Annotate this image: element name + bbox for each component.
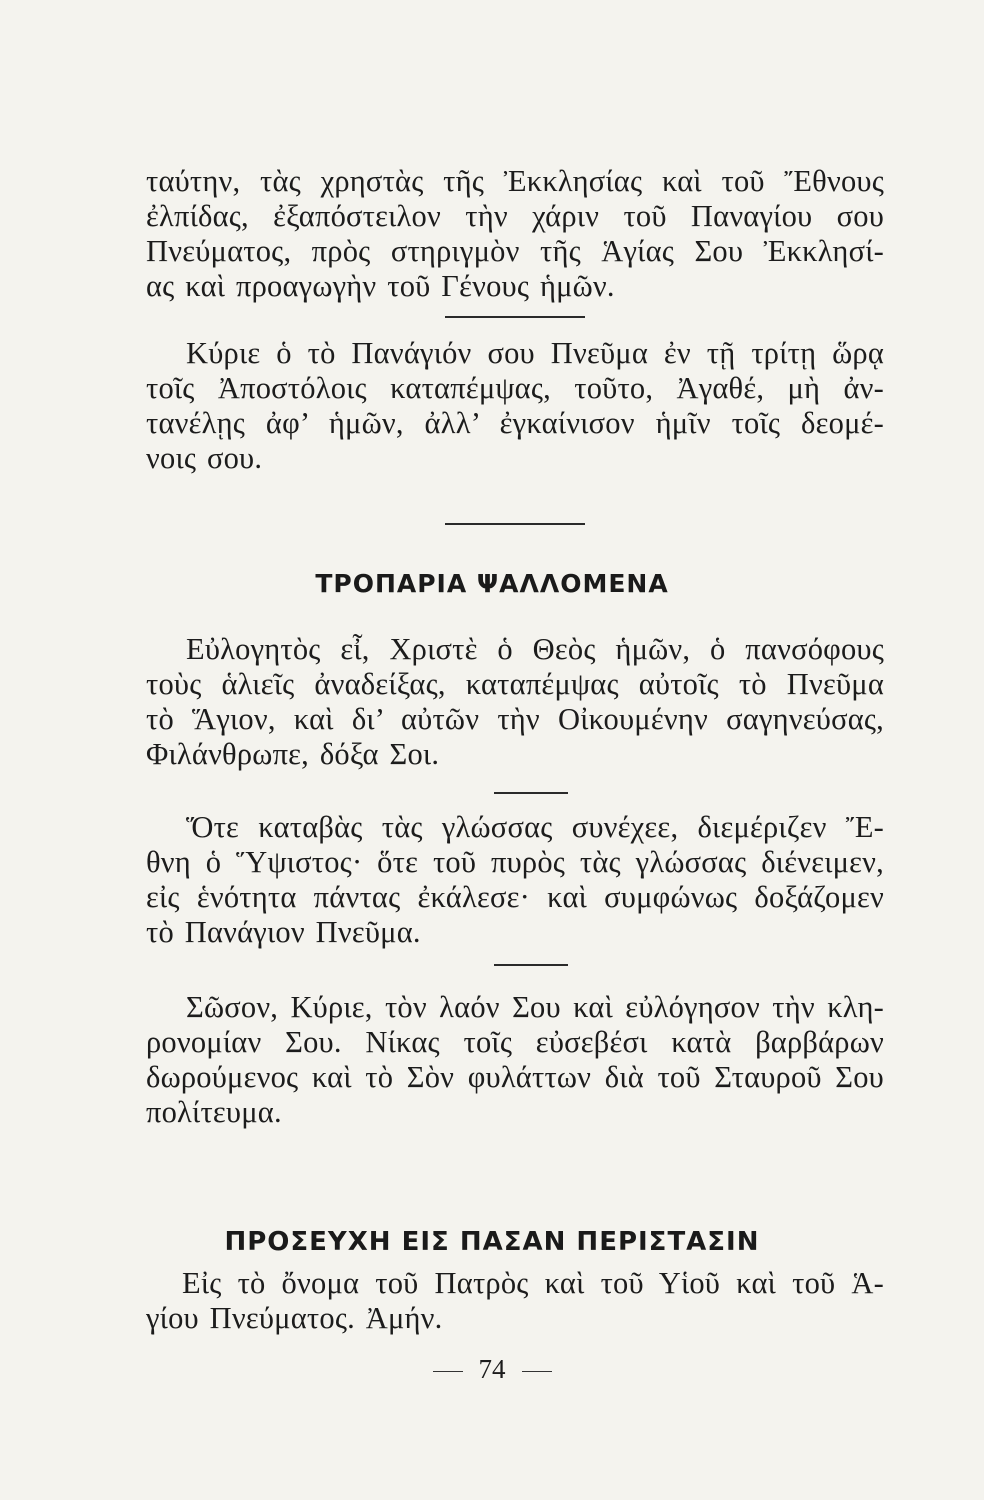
section-divider <box>445 316 585 318</box>
paragraph-prayer-kyrie <box>146 336 884 476</box>
text-line: τοὺς ἁλιεῖς ἀναδείξας, καταπέμψας αὐτοῖς τὸ Πνεῦμα <box>146 667 884 701</box>
section-divider <box>494 964 568 966</box>
right-dash <box>522 1371 552 1372</box>
text-line: τοῖς Ἀποστόλοις καταπέμψας, τοῦτο, Ἀγαθέ, μὴ ἀν- <box>146 371 884 405</box>
section-divider <box>445 523 585 525</box>
section-heading-troparia: ΤΡΟΠΑΡΙΑ ΨΑΛΛΟΜΕΝΑ <box>315 569 669 598</box>
text-line: Πνεύματος, πρὸς στηριγμὸν τῆς Ἁγίας Σου Ἐκκλησί- <box>146 234 884 268</box>
left-dash <box>433 1371 463 1372</box>
text-line: νοις σου. <box>146 441 263 475</box>
page-number-footer <box>0 1354 984 1385</box>
page-number: 74 <box>478 1354 506 1384</box>
text-line: τὸ Πανάγιον Πνεῦμα. <box>146 915 421 949</box>
section-divider <box>494 792 568 794</box>
text-line: Σῶσον, Κύριε, τὸν λαόν Σου καὶ εὐλόγησον τὴν κλη- <box>186 990 884 1024</box>
text-line: δωρούμενος καὶ τὸ Σὸν φυλάττων διὰ τοῦ Σταυροῦ Σου <box>146 1060 884 1094</box>
text-line: Φιλάνθρωπε, δόξα Σοι. <box>146 737 440 771</box>
text-line: γίου Πνεύματος. Ἀμήν. <box>146 1301 443 1335</box>
paragraph-continuation <box>146 164 884 304</box>
text-line: Κύριε ὁ τὸ Πανάγιόν σου Πνεῦμα ἐν τῇ τρίτῃ ὥρᾳ <box>186 336 884 370</box>
text-line: ας καὶ προαγωγὴν τοῦ Γένους ἡμῶν. <box>146 269 615 303</box>
text-line: πολίτευμα. <box>146 1095 282 1129</box>
paragraph-troparion-3 <box>146 990 884 1130</box>
text-line: ταύτην, τὰς χρηστὰς τῆς Ἐκκλησίας καὶ τοῦ Ἔθνους <box>146 164 884 198</box>
text-line: τὸ Ἅγιον, καὶ δι’ αὐτῶν τὴν Οἰκουμένην σαγηνεύσας, <box>146 702 884 736</box>
text-line: Ὅτε καταβὰς τὰς γλώσσας συνέχεε, διεμέριζεν Ἔ- <box>186 810 884 844</box>
text-line: Εὐλογητὸς εἶ, Χριστὲ ὁ Θεὸς ἡμῶν, ὁ πανσόφους <box>186 632 884 666</box>
text-line: Εἰς τὸ ὄνομα τοῦ Πατρὸς καὶ τοῦ Υἱοῦ καὶ τοῦ Ἁ- <box>182 1266 884 1300</box>
paragraph-troparion-1 <box>146 632 884 772</box>
text-line: θνη ὁ Ὕψιστος· ὅτε τοῦ πυρὸς τὰς γλώσσας διένειμεν, <box>146 845 884 879</box>
section-heading-proseuchi: ΠΡΟΣΕΥΧΗ ΕΙΣ ΠΑΣΑΝ ΠΕΡΙΣΤΑΣΙΝ <box>224 1227 760 1257</box>
text-line: ἐλπίδας, ἐξαπόστειλον τὴν χάριν τοῦ Παναγίου σου <box>146 199 884 233</box>
text-line: τανέλῃς ἀφ’ ἡμῶν, ἀλλ’ ἐγκαίνισον ἡμῖν τοῖς δεομέ- <box>146 406 884 440</box>
text-line: ρονομίαν Σου. Νίκας τοῖς εὐσεβέσι κατὰ βαρβάρων <box>146 1025 884 1059</box>
paragraph-invocation <box>146 1266 884 1336</box>
text-line: εἰς ἑνότητα πάντας ἐκάλεσε· καὶ συμφώνως δοξάζομεν <box>146 880 884 914</box>
paragraph-troparion-2 <box>146 810 884 950</box>
